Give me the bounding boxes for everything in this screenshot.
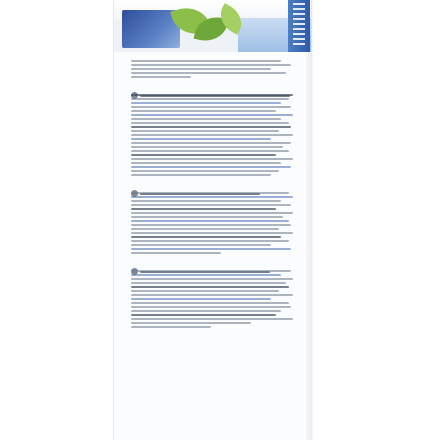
tea-box-side-panel xyxy=(113,0,312,440)
language-section-marker xyxy=(131,183,297,190)
box-edge-shadow xyxy=(306,52,312,440)
box-top-artwork xyxy=(114,0,311,52)
language-section-marker xyxy=(131,261,297,268)
ingredient-label-text xyxy=(131,58,297,328)
language-section-marker xyxy=(131,85,297,92)
box-front-face-edge xyxy=(288,0,310,52)
front-face-vertical-text xyxy=(293,3,305,47)
